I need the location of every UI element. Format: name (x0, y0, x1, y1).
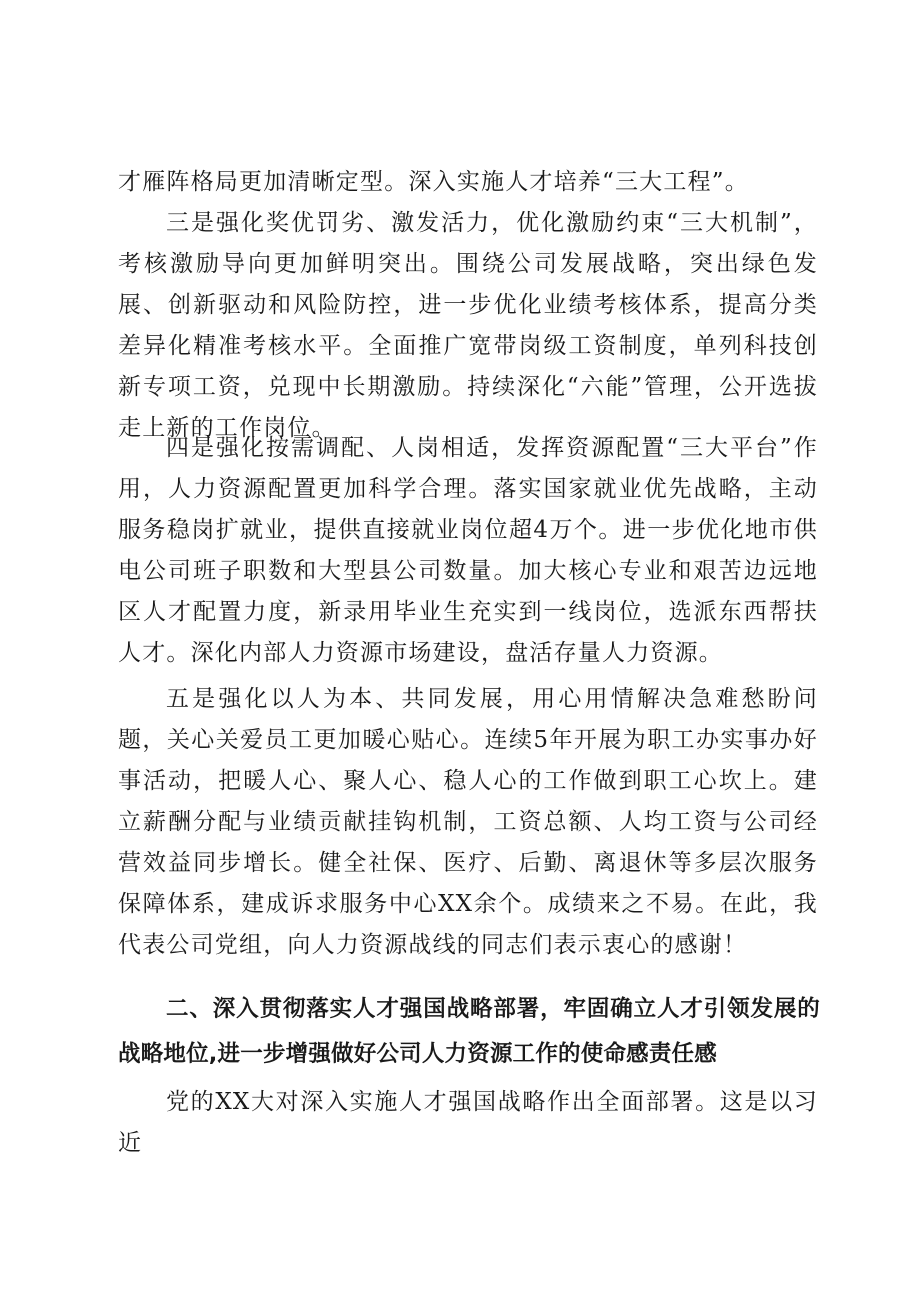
paragraph-point-five: 五是强化以人为本、共同发展，用心用情解决急难愁盼问题，关心关爱员工更加暖心贴心。连续5年开展为职工办实事办好事活动，把暖人心、聚人心、稳人心的工作做到职工心坎上。建立薪酬分配与业绩贡献挂钩机制，工资总额、人均工资与公司经营效益同步增长。健全社保、医疗、后勤、离退休等多层次服务保障体系，建成诉求服务中心XX余个。成绩来之不易。在此，我代表公司党组，向人力资源战线的同志们表示衷心的感谢！ (118, 686, 818, 958)
paragraph-point-four: 四是强化按需调配、人岗相适，发挥资源配置“三大平台”作用，人力资源配置更加科学合理。落实国家就业优先战略，主动服务稳岗扩就业，提供直接就业岗位超4万个。进一步优化地市供电公司班子职数和大型县公司数量。加大核心专业和艰苦边远地区人才配置力度，新录用毕业生充实到一线岗位，选派东西帮扶人才。深化内部人力资源市场建设，盘活存量人力资源。 (118, 435, 818, 666)
paragraph-section-two-start: 党的XX大对深入实施人才强国战略作出全面部署。这是以习近 (118, 1089, 818, 1156)
paragraph-point-three: 三是强化奖优罚劣、激发活力，优化激励约束“三大机制”，考核激励导向更加鲜明突出。围绕公司发展战略，突出绿色发展、创新驱动和风险防控，进一步优化业绩考核体系，提高分类差异化精准考核水平。全面推广宽带岗级工资制度，单列科技创新专项工资，兑现中长期激励。持续深化“六能”管理，公开选拔走上新的工作岗位。 (118, 210, 818, 441)
section-heading: 二、深入贯彻落实人才强国战略部署，牢固确立人才引领发展的战略地位,进一步增强做好公司人力资源工作的使命感责任感 (118, 996, 820, 1067)
paragraph-continuation: 才雁阵格局更加清晰定型。深入实施人才培养“三大工程”。 (118, 169, 749, 195)
